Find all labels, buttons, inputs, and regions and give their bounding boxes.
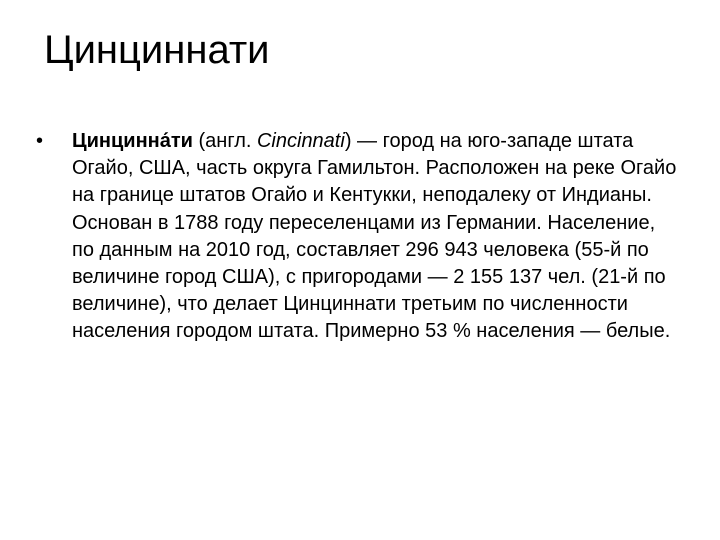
bullet-lang-prefix: (англ. xyxy=(192,130,257,152)
bullet-paragraph xyxy=(72,128,681,346)
slide-title: Цинциннати xyxy=(44,28,270,72)
bullet-term: Цинцинна́ти xyxy=(72,130,193,152)
slide-content xyxy=(36,128,681,346)
bullet-lang-name: Cincinnati xyxy=(256,130,345,152)
bullet-point-icon: • xyxy=(36,130,44,152)
bullet-body-text: ) — город на юго-западе штата Огайо, США, часть округа Гамильтон. Расположен на реке Огайо на границе штатов Огайо и Кентукки, неподалеку от Индианы. Основан в 1788 году переселенцами из Германии. Население, по данным на 2010 год, составляет 296 943 человека (55-й по величине город США), с пригородами — 2 155 137 чел. (21-й по величине), что делает Цинциннати третьим по численности населения городом штата. Примерно 53 % населения — белые. xyxy=(72,130,677,343)
bullet-item xyxy=(36,128,681,346)
